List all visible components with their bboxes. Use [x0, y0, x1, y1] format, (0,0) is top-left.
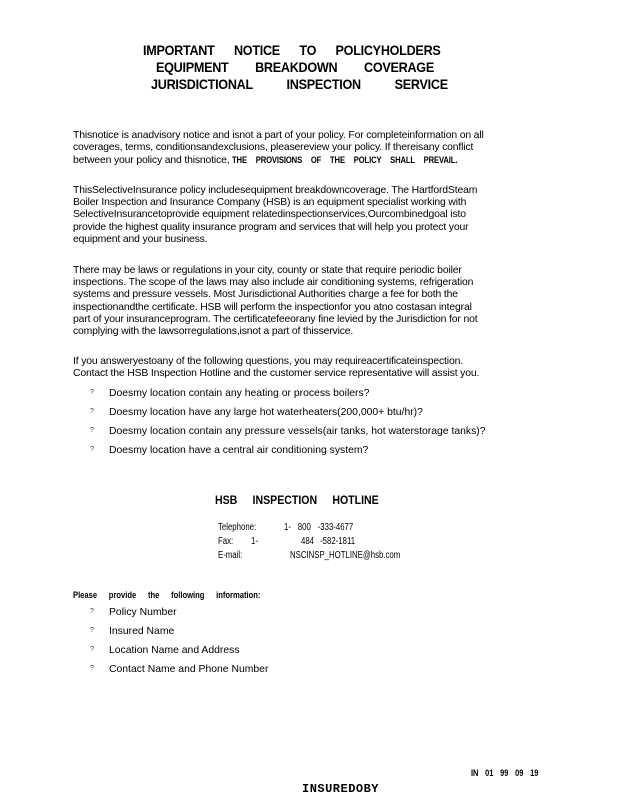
- fax-label: Fax:: [218, 536, 234, 547]
- paragraph-line: If you answeryestoany of the following questions, you may requireacertificateinspection.: [73, 356, 463, 367]
- telephone-value: 1- 800 -333-4677: [284, 522, 354, 533]
- paragraph-line: inspectionandthe certificate. HSB will perform the inspectionfor you atno costasan integral: [73, 301, 472, 313]
- info-item-text: Location Name and Address: [109, 645, 240, 656]
- question-text: Doesmy location contain any pressure vessels(air tanks, hot waterstorage tanks)?: [109, 426, 486, 437]
- paragraph-line: [73, 154, 543, 167]
- bullet-icon: ?: [90, 646, 94, 653]
- insured-stamp: INSUREDOBY: [302, 782, 380, 796]
- info-request-heading: Please provide the following information:: [73, 590, 261, 601]
- bullet-icon: ?: [90, 627, 94, 634]
- paragraph-line: Thisnotice is anadvisory notice and isnot a part of your policy. For completeinformation on all: [73, 130, 484, 141]
- paragraph-line: SelectiveInsurancetoprovide equipment relatedinspectionservices.Ourcombinedgoal isto: [73, 209, 466, 221]
- hotline-title: HSB INSPECTION HOTLINE: [215, 493, 379, 507]
- paragraph-line: equipment and your business.: [73, 233, 208, 245]
- paragraph-line: provide the highest quality insurance program and services that will help you protect your: [73, 221, 469, 233]
- email-link[interactable]: NSCINSP_HOTLINE@hsb.com: [290, 550, 401, 561]
- email-label: E-mail:: [218, 550, 243, 561]
- telephone-label: Telephone:: [218, 522, 257, 533]
- provisions-prevail-text: THE PROVISIONS OF THE POLICY SHALL PREVAIL.: [232, 155, 458, 166]
- fax-prefix: 1-: [251, 536, 258, 547]
- form-code: IN 01 99 09 19: [471, 768, 539, 779]
- info-item-text: Policy Number: [109, 607, 177, 618]
- paragraph-line: coverages, terms, conditionsandexclusions, pleasereview your policy. If thereisany conflict: [73, 142, 474, 154]
- title-line-3: JURISDICTIONAL INSPECTION SERVICE: [151, 76, 448, 92]
- paragraph-line: Contact the HSB Inspection Hotline and the customer service representative will assist you.: [73, 368, 480, 380]
- paragraph-line: systems and pressure vessels. Most Jurisdictional Authorities charge a fee for both the: [73, 289, 458, 301]
- paragraph-line: part of your insuranceprogram. The certificatefeeorany fine levied by the Jurisdiction for not: [73, 313, 478, 325]
- paragraph-text: between your policy and thisnotice,: [73, 155, 230, 167]
- paragraph-line: complying with the lawsorregulations,isnot a part of thisservice.: [73, 326, 354, 338]
- question-text: Doesmy location have a central air conditioning system?: [109, 445, 369, 456]
- question-text: Doesmy location have any large hot waterheaters(200,000+ btu/hr)?: [109, 407, 423, 418]
- info-item-text: Insured Name: [109, 626, 175, 637]
- bullet-icon: ?: [90, 608, 94, 615]
- paragraph-line: ThisSelectiveInsurance policy includesequipment breakdowncoverage. The HartfordSteam: [73, 185, 478, 196]
- title-line-2: EQUIPMENT BREAKDOWN COVERAGE: [156, 59, 434, 75]
- bullet-icon: ?: [90, 427, 94, 434]
- fax-value: 484 -582-1811: [301, 536, 356, 547]
- bullet-icon: ?: [90, 408, 94, 415]
- question-text: Doesmy location contain any heating or process boilers?: [109, 388, 370, 399]
- advisory-paragraph: [73, 130, 543, 168]
- info-item-text: Contact Name and Phone Number: [109, 664, 269, 675]
- coverage-paragraph: [73, 185, 543, 246]
- title-line-1: IMPORTANT NOTICE TO POLICYHOLDERS: [143, 42, 441, 58]
- bullet-icon: ?: [90, 446, 94, 453]
- paragraph-line: Boiler Inspection and Insurance Company (HSB) is an equipment specialist working with: [73, 197, 467, 209]
- paragraph-line: inspections. The scope of the laws may also include air conditioning systems, refrigeration: [73, 277, 474, 289]
- questions-intro-paragraph: [73, 356, 543, 380]
- regulations-paragraph: [73, 265, 543, 338]
- paragraph-line: There may be laws or regulations in your city, county or state that require periodic boiler: [73, 265, 462, 276]
- bullet-icon: ?: [90, 665, 94, 672]
- bullet-icon: ?: [90, 389, 94, 396]
